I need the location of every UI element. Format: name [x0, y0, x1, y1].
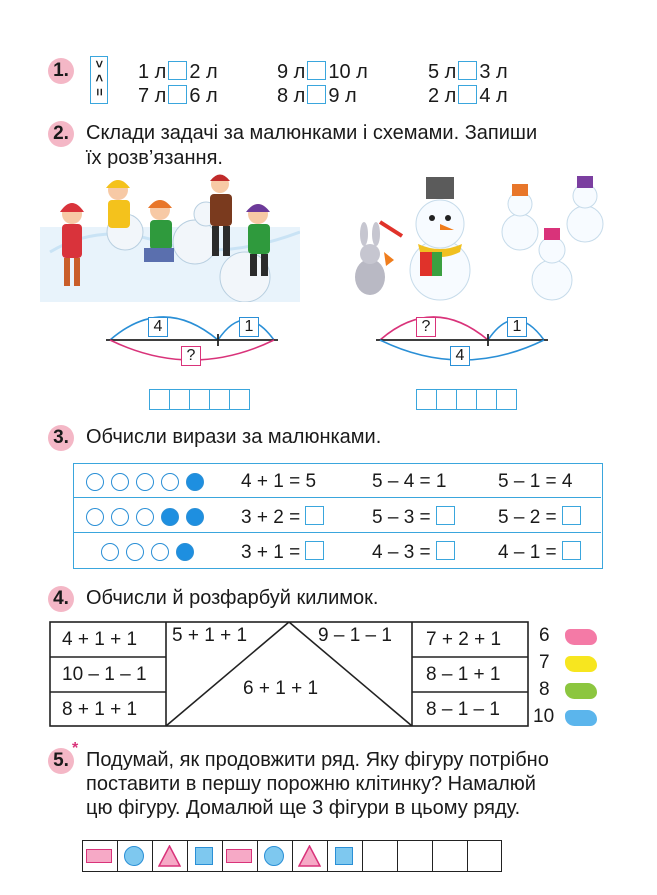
comparison-answer-box[interactable] — [168, 85, 187, 104]
rug-left-3: 8 + 1 + 1 — [62, 699, 138, 720]
comparison-left-value: 5 л — [428, 61, 457, 83]
answer-cell[interactable] — [476, 389, 497, 410]
task-4-number: 4. — [48, 586, 74, 612]
task-5-line2: поставити в першу порожню клітинку? Намалюй — [86, 773, 536, 795]
comparison-right-value: 4 л — [479, 85, 508, 107]
expression-answer-box[interactable] — [305, 506, 324, 525]
filled-circle — [176, 543, 194, 561]
answer-cell[interactable] — [209, 389, 230, 410]
comparison-left-value: 8 л — [277, 85, 306, 107]
rug-left-1: 4 + 1 + 1 — [62, 629, 138, 650]
task-5-line1: Подумай, як продовжити ряд. Яку фігуру потрібно — [86, 749, 549, 771]
expression-answer-box[interactable] — [562, 506, 581, 525]
sequence-cell — [152, 840, 187, 872]
square-shape — [195, 847, 213, 865]
expression — [241, 541, 326, 564]
legend-value: 10 — [533, 706, 555, 727]
filled-circle — [186, 473, 204, 491]
comparison-answer-box[interactable] — [458, 61, 477, 80]
comparison-right-value: 10 л — [328, 61, 368, 83]
left-scheme-part2: 1 — [239, 317, 259, 337]
rug-top-right: 9 – 1 – 1 — [318, 625, 392, 646]
triangle-shape — [298, 845, 321, 867]
comparison-right-value: 3 л — [479, 61, 508, 83]
comparison-answer-box[interactable] — [168, 61, 187, 80]
empty-circle — [161, 473, 179, 491]
table-divider — [73, 532, 601, 533]
sequence-cell — [187, 840, 222, 872]
empty-circle — [136, 473, 154, 491]
task-5-star: * — [72, 740, 79, 757]
expression — [498, 506, 583, 529]
comparison-left-value: 2 л — [428, 85, 457, 107]
comparison-pair — [428, 60, 508, 84]
comparison-pair — [428, 84, 508, 108]
legend-value: 7 — [539, 652, 550, 673]
answer-cell[interactable] — [456, 389, 477, 410]
answer-cell[interactable] — [496, 389, 517, 410]
filled-circle — [161, 508, 179, 526]
comparison-pair — [138, 60, 218, 84]
sequence-cell[interactable] — [467, 840, 502, 872]
legend-value: 8 — [539, 679, 550, 700]
comparison-answer-box[interactable] — [307, 85, 326, 104]
expression-answer-box[interactable] — [436, 541, 455, 560]
sequence-cell[interactable] — [362, 840, 397, 872]
empty-circle — [86, 508, 104, 526]
expression — [372, 506, 457, 529]
task-5-line3: цю фігуру. Домалюй ще 3 фігури в цьому ряду. — [86, 797, 521, 819]
table-divider — [73, 497, 601, 498]
square-shape — [335, 847, 353, 865]
children-snowball-illustration — [40, 172, 300, 302]
comparison-pair — [277, 60, 368, 84]
task-2-number: 2. — [48, 121, 74, 147]
answer-cell[interactable] — [416, 389, 437, 410]
empty-circle — [101, 543, 119, 561]
legend-color-swatch — [565, 710, 597, 726]
answer-cell[interactable] — [189, 389, 210, 410]
expression-text: 4 + 1 = 5 — [241, 471, 317, 492]
task-2-text-line1: Склади задачі за малюнками і схемами. Запиши — [86, 122, 538, 144]
legend-color-swatch — [565, 656, 597, 672]
legend-color-swatch — [565, 629, 597, 645]
sequence-cell[interactable] — [432, 840, 467, 872]
task-3-text: Обчисли вирази за малюнками. — [86, 426, 382, 448]
empty-circle — [86, 473, 104, 491]
empty-circle — [151, 543, 169, 561]
task-1-number: 1. — [48, 58, 74, 84]
snowmen-hare-illustration — [340, 172, 610, 302]
circle-shape — [264, 846, 284, 866]
right-scheme-part2: 1 — [507, 317, 527, 337]
expression — [498, 471, 572, 493]
comparison-pair — [277, 84, 357, 108]
expression-text: 4 – 3 = — [372, 542, 431, 563]
rug-right-3: 8 – 1 – 1 — [426, 699, 500, 720]
comparison-left-value: 7 л — [138, 85, 167, 107]
sequence-cell — [327, 840, 362, 872]
expression-answer-box[interactable] — [436, 506, 455, 525]
task-3-number: 3. — [48, 425, 74, 451]
empty-circle — [111, 508, 129, 526]
expression-text: 4 – 1 = — [498, 542, 557, 563]
expression — [372, 471, 446, 493]
comparison-right-value: 9 л — [328, 85, 357, 107]
expression-answer-box[interactable] — [305, 541, 324, 560]
comparison-signs: > < = — [92, 60, 107, 96]
expression-text: 5 – 1 = 4 — [498, 471, 573, 492]
expression-text: 5 – 4 = 1 — [372, 471, 447, 492]
expression-text: 3 + 2 = — [241, 507, 301, 528]
empty-circle — [126, 543, 144, 561]
filled-circle — [186, 508, 204, 526]
comparison-left-value: 1 л — [138, 61, 167, 83]
left-scheme-part1: 4 — [148, 317, 168, 337]
triangle-shape — [158, 845, 181, 867]
empty-circle — [136, 508, 154, 526]
expression — [498, 541, 583, 564]
sequence-cell — [117, 840, 152, 872]
empty-circle — [111, 473, 129, 491]
circle-shape — [124, 846, 144, 866]
task-2-text-line2: їх розв’язання. — [86, 147, 223, 169]
left-scheme-total: ? — [181, 346, 201, 366]
sequence-cell — [257, 840, 292, 872]
comparison-answer-box[interactable] — [307, 61, 326, 80]
sequence-cell — [82, 840, 117, 872]
rug-center: 6 + 1 + 1 — [243, 678, 319, 699]
rug-right-1: 7 + 2 + 1 — [426, 629, 502, 650]
comparison-right-value: 2 л — [189, 61, 218, 83]
expression-text: 5 – 2 = — [498, 507, 557, 528]
expression — [241, 471, 316, 493]
comparison-left-value: 9 л — [277, 61, 306, 83]
rug-right-2: 8 – 1 + 1 — [426, 664, 501, 685]
right-scheme-total: 4 — [450, 346, 470, 366]
sequence-cell — [222, 840, 257, 872]
legend-value: 6 — [539, 625, 550, 646]
answer-cell[interactable] — [229, 389, 250, 410]
expression — [372, 541, 457, 564]
rug-left-2: 10 – 1 – 1 — [62, 664, 147, 685]
right-scheme-part1: ? — [416, 317, 436, 337]
rectangle-shape — [226, 849, 252, 863]
comparison-answer-box[interactable] — [458, 85, 477, 104]
answer-cell[interactable] — [436, 389, 457, 410]
sequence-cell — [292, 840, 327, 872]
expression-answer-box[interactable] — [562, 541, 581, 560]
comparison-right-value: 6 л — [189, 85, 218, 107]
legend-color-swatch — [565, 683, 597, 699]
rectangle-shape — [86, 849, 112, 863]
task-5-number: 5. — [48, 748, 74, 774]
answer-cell[interactable] — [149, 389, 170, 410]
comparison-pair — [138, 84, 218, 108]
expression-text: 5 – 3 = — [372, 507, 431, 528]
expression-text: 3 + 1 = — [241, 542, 301, 563]
expression — [241, 506, 326, 529]
answer-cell[interactable] — [169, 389, 190, 410]
sequence-cell[interactable] — [397, 840, 432, 872]
task-4-text: Обчисли й розфарбуй килимок. — [86, 587, 379, 609]
rug-top-left: 5 + 1 + 1 — [172, 625, 248, 646]
